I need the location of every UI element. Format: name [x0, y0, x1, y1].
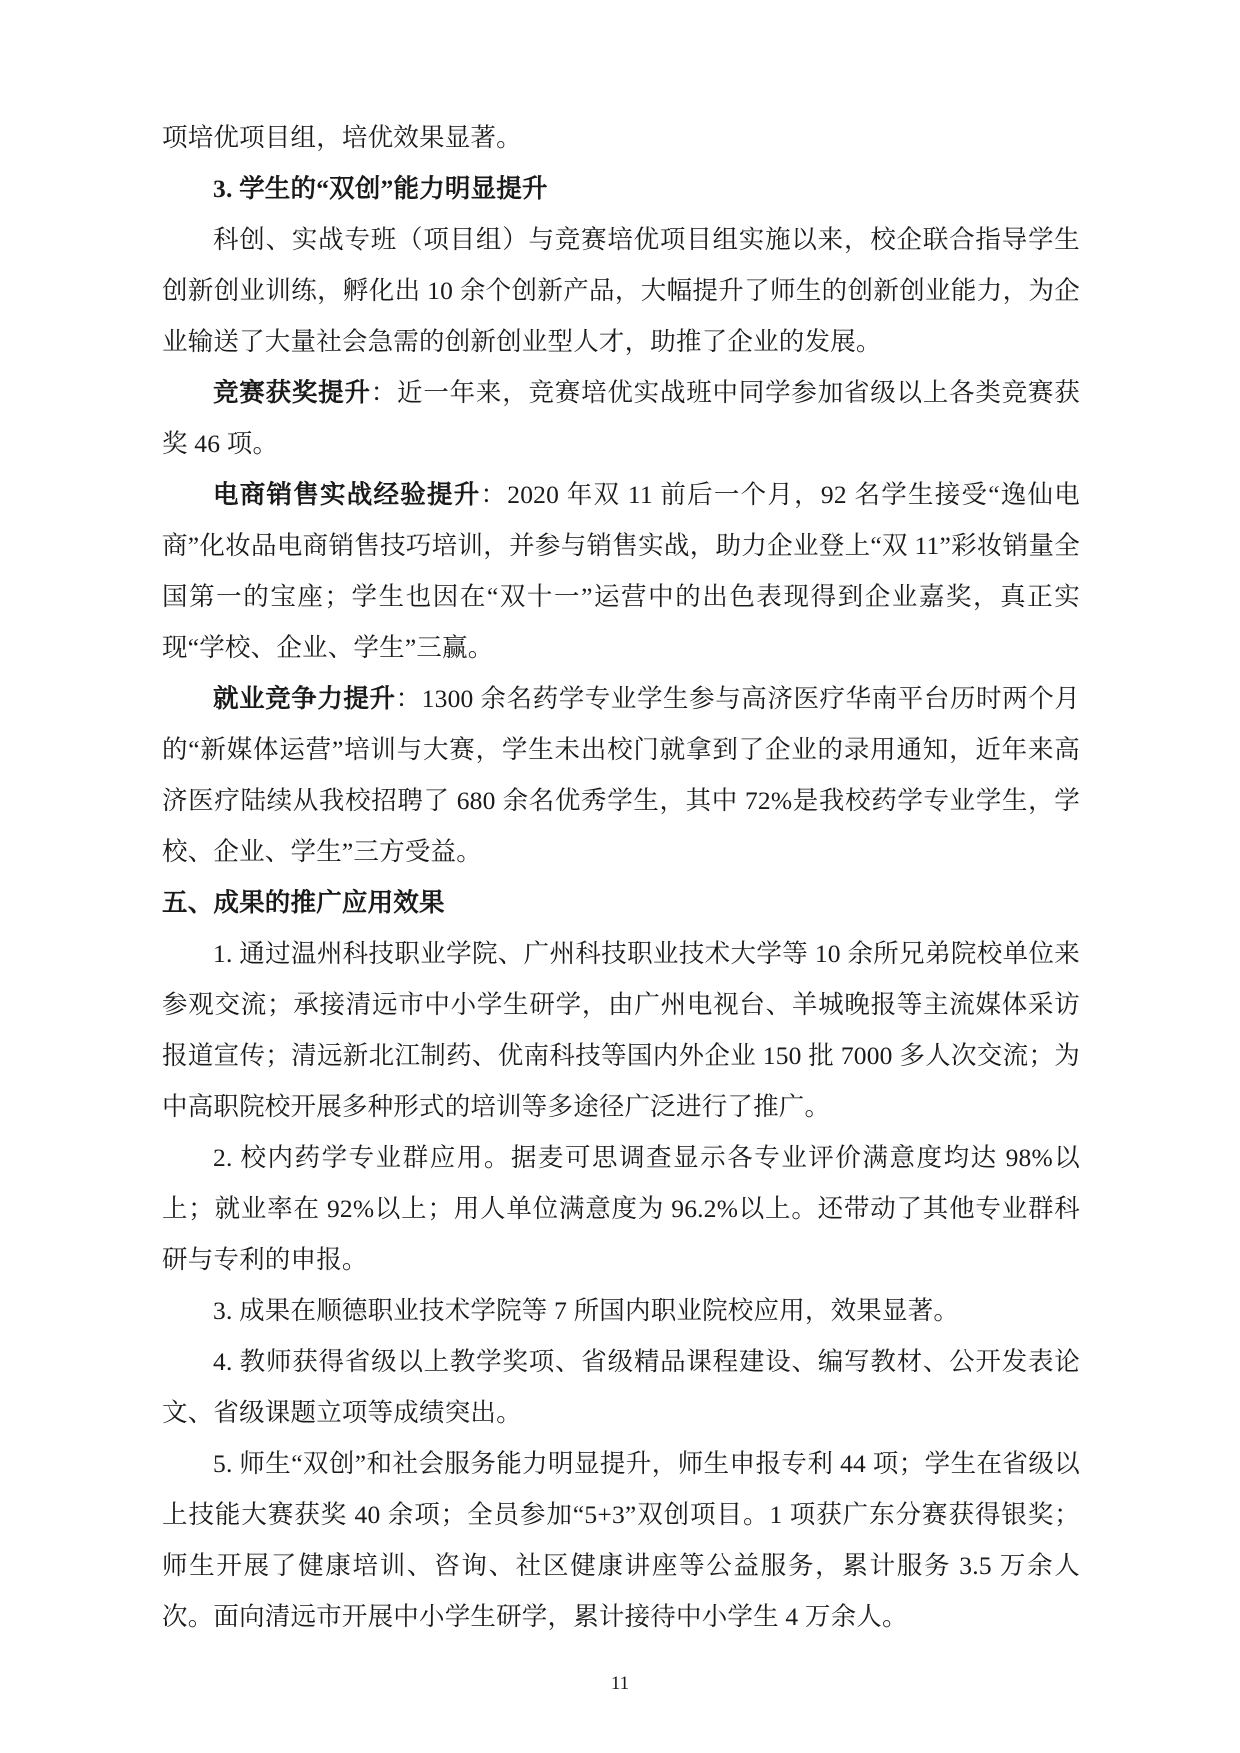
heading-student-innovation: 3. 学生的“双创”能力明显提升: [213, 174, 548, 203]
paragraph-continuation: 项培优项目组，培优效果显著。: [162, 123, 522, 152]
paragraph-employment-competitiveness: [162, 673, 1080, 877]
paragraph-employment-competitiveness-text: ：1300 余名药学专业学生参与高济医疗华南平台历时两个月的“新媒体运营”培训与大赛，学生未出校门就拿到了企业的录用通知，近年来高济医疗陆续从我校招聘了 680 余名优秀学生，其中 72%是我校药学专业学生，学校、企业、学生”三方受益。: [162, 684, 1080, 866]
paragraph-competition-awards-text: ：近一年来，竞赛培优实战班中同学参加省级以上各类竞赛获奖 46 项。: [162, 378, 1081, 458]
page-number: 11: [610, 1673, 630, 1694]
paragraph-ecommerce-experience-text: ：2020 年双 11 前后一个月，92 名学生接受“逸仙电商”化妆品电商销售技巧培训，并参与销售实战，助力企业登上“双 11”彩妆销量全国第一的宝座；学生也因在“双十一”运营中的出色表现得到企业嘉奖，真正实现“学校、企业、学生”三赢。: [162, 480, 1080, 662]
heading-promotion-effect: 五、成果的推广应用效果: [162, 888, 445, 917]
document-body: [162, 112, 1080, 1642]
paragraph-item-4: 4. 教师获得省级以上教学奖项、省级精品课程建设、编写教材、公开发表论文、省级课题立项等成绩突出。: [162, 1347, 1080, 1427]
paragraph-item-1: 1. 通过温州科技职业学院、广州科技职业技术大学等 10 余所兄弟院校单位来参观交流；承接清远市中小学生研学，由广州电视台、羊城晚报等主流媒体采访报道宣传；清远新北江制药、优南科技等国内外企业 150 批 7000 多人次交流；为中高职院校开展多种形式的培训等多途径广泛进行了推广。: [162, 939, 1080, 1121]
paragraph-item-2: 2. 校内药学专业群应用。据麦可思调查显示各专业评价满意度均达 98%以上；就业率在 92%以上；用人单位满意度为 96.2%以上。还带动了其他专业群科研与专利的申报。: [162, 1143, 1080, 1274]
paragraph-item-5: 5. 师生“双创”和社会服务能力明显提升，师生申报专利 44 项；学生在省级以上技能大赛获奖 40 余项；全员参加“5+3”双创项目。1 项获广东分赛获得银奖；师生开展了健康培训、咨询、社区健康讲座等公益服务，累计服务 3.5 万余人次。面向清远市开展中小学生研学，累计接待中小学生 4 万余人。: [162, 1449, 1080, 1631]
lead-employment-competitiveness: 就业竞争力提升: [213, 684, 396, 713]
paragraph-competition-awards: [162, 367, 1080, 469]
paragraph-ecommerce-experience: [162, 469, 1080, 673]
lead-competition-awards: 竞赛获奖提升: [213, 378, 371, 407]
lead-ecommerce-experience: 电商销售实战经验提升: [213, 480, 481, 509]
paragraph-innovation-overview: 科创、实战专班（项目组）与竞赛培优项目组实施以来，校企联合指导学生创新创业训练，孵化出 10 余个创新产品，大幅提升了师生的创新创业能力，为企业输送了大量社会急需的创新创业型人才，助推了企业的发展。: [162, 225, 1080, 356]
paragraph-item-3: 3. 成果在顺德职业技术学院等 7 所国内职业院校应用，效果显著。: [213, 1296, 960, 1325]
